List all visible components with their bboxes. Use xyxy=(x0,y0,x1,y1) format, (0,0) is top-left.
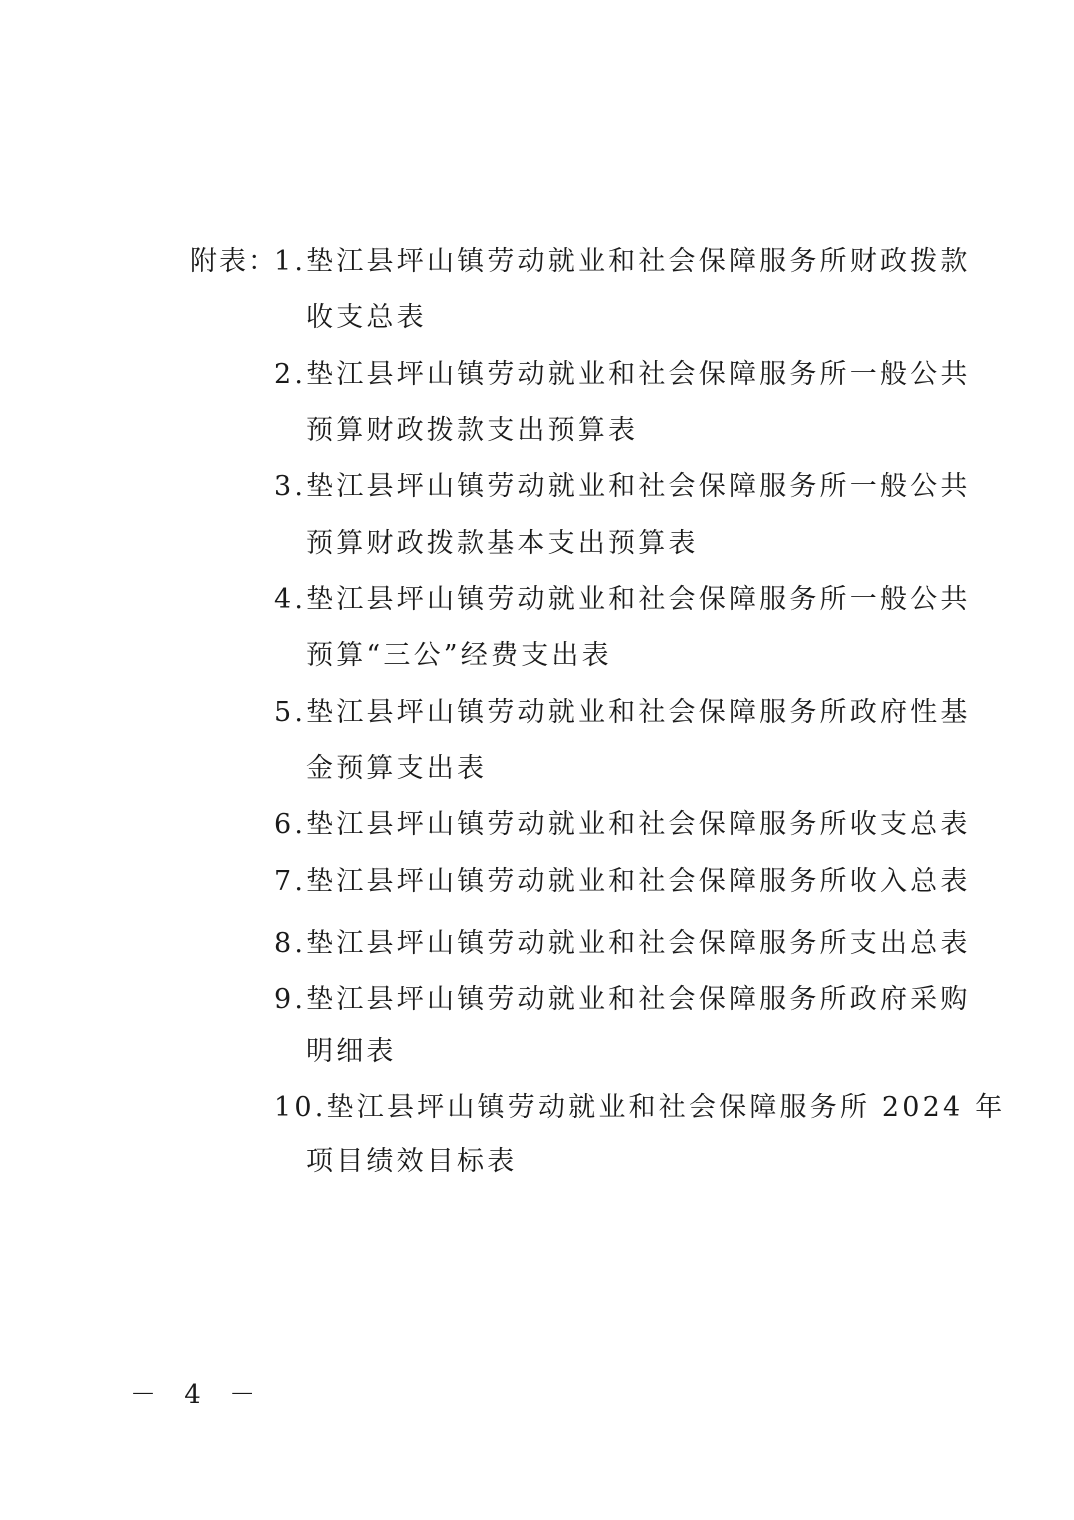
attachment-label: 附表： xyxy=(190,246,277,277)
attachment-item-4-line1: 4.垫江县坪山镇劳动就业和社会保障服务所一般公共 xyxy=(274,584,971,615)
attachment-item-8-line1: 8.垫江县坪山镇劳动就业和社会保障服务所支出总表 xyxy=(274,928,971,959)
attachment-item-7-line1: 7.垫江县坪山镇劳动就业和社会保障服务所收入总表 xyxy=(274,866,971,897)
attachment-item-3-line2: 预算财政拨款基本支出预算表 xyxy=(306,528,699,559)
attachment-item-5-line1: 5.垫江县坪山镇劳动就业和社会保障服务所政府性基 xyxy=(274,697,971,728)
attachment-item-10-line2: 项目绩效目标表 xyxy=(306,1146,518,1177)
page-number: － 4 － xyxy=(130,1380,266,1410)
attachment-item-9-line1: 9.垫江县坪山镇劳动就业和社会保障服务所政府采购 xyxy=(274,984,971,1015)
attachment-item-10-line1: 10.垫江县坪山镇劳动就业和社会保障服务所 2024 年 xyxy=(274,1092,1006,1123)
attachment-item-5-line2: 金预算支出表 xyxy=(306,753,488,784)
attachment-item-9-line2: 明细表 xyxy=(306,1036,397,1067)
attachment-item-4-line2: 预算“三公”经费支出表 xyxy=(306,640,612,671)
attachment-item-6-line1: 6.垫江县坪山镇劳动就业和社会保障服务所收支总表 xyxy=(274,809,971,840)
attachment-item-2-line1: 2.垫江县坪山镇劳动就业和社会保障服务所一般公共 xyxy=(274,359,971,390)
attachment-item-2-line2: 预算财政拨款支出预算表 xyxy=(306,415,639,446)
attachment-item-3-line1: 3.垫江县坪山镇劳动就业和社会保障服务所一般公共 xyxy=(274,471,971,502)
attachment-item-1-line2: 收支总表 xyxy=(306,302,427,333)
attachment-item-1-line1: 1.垫江县坪山镇劳动就业和社会保障服务所财政拨款 xyxy=(274,246,971,277)
